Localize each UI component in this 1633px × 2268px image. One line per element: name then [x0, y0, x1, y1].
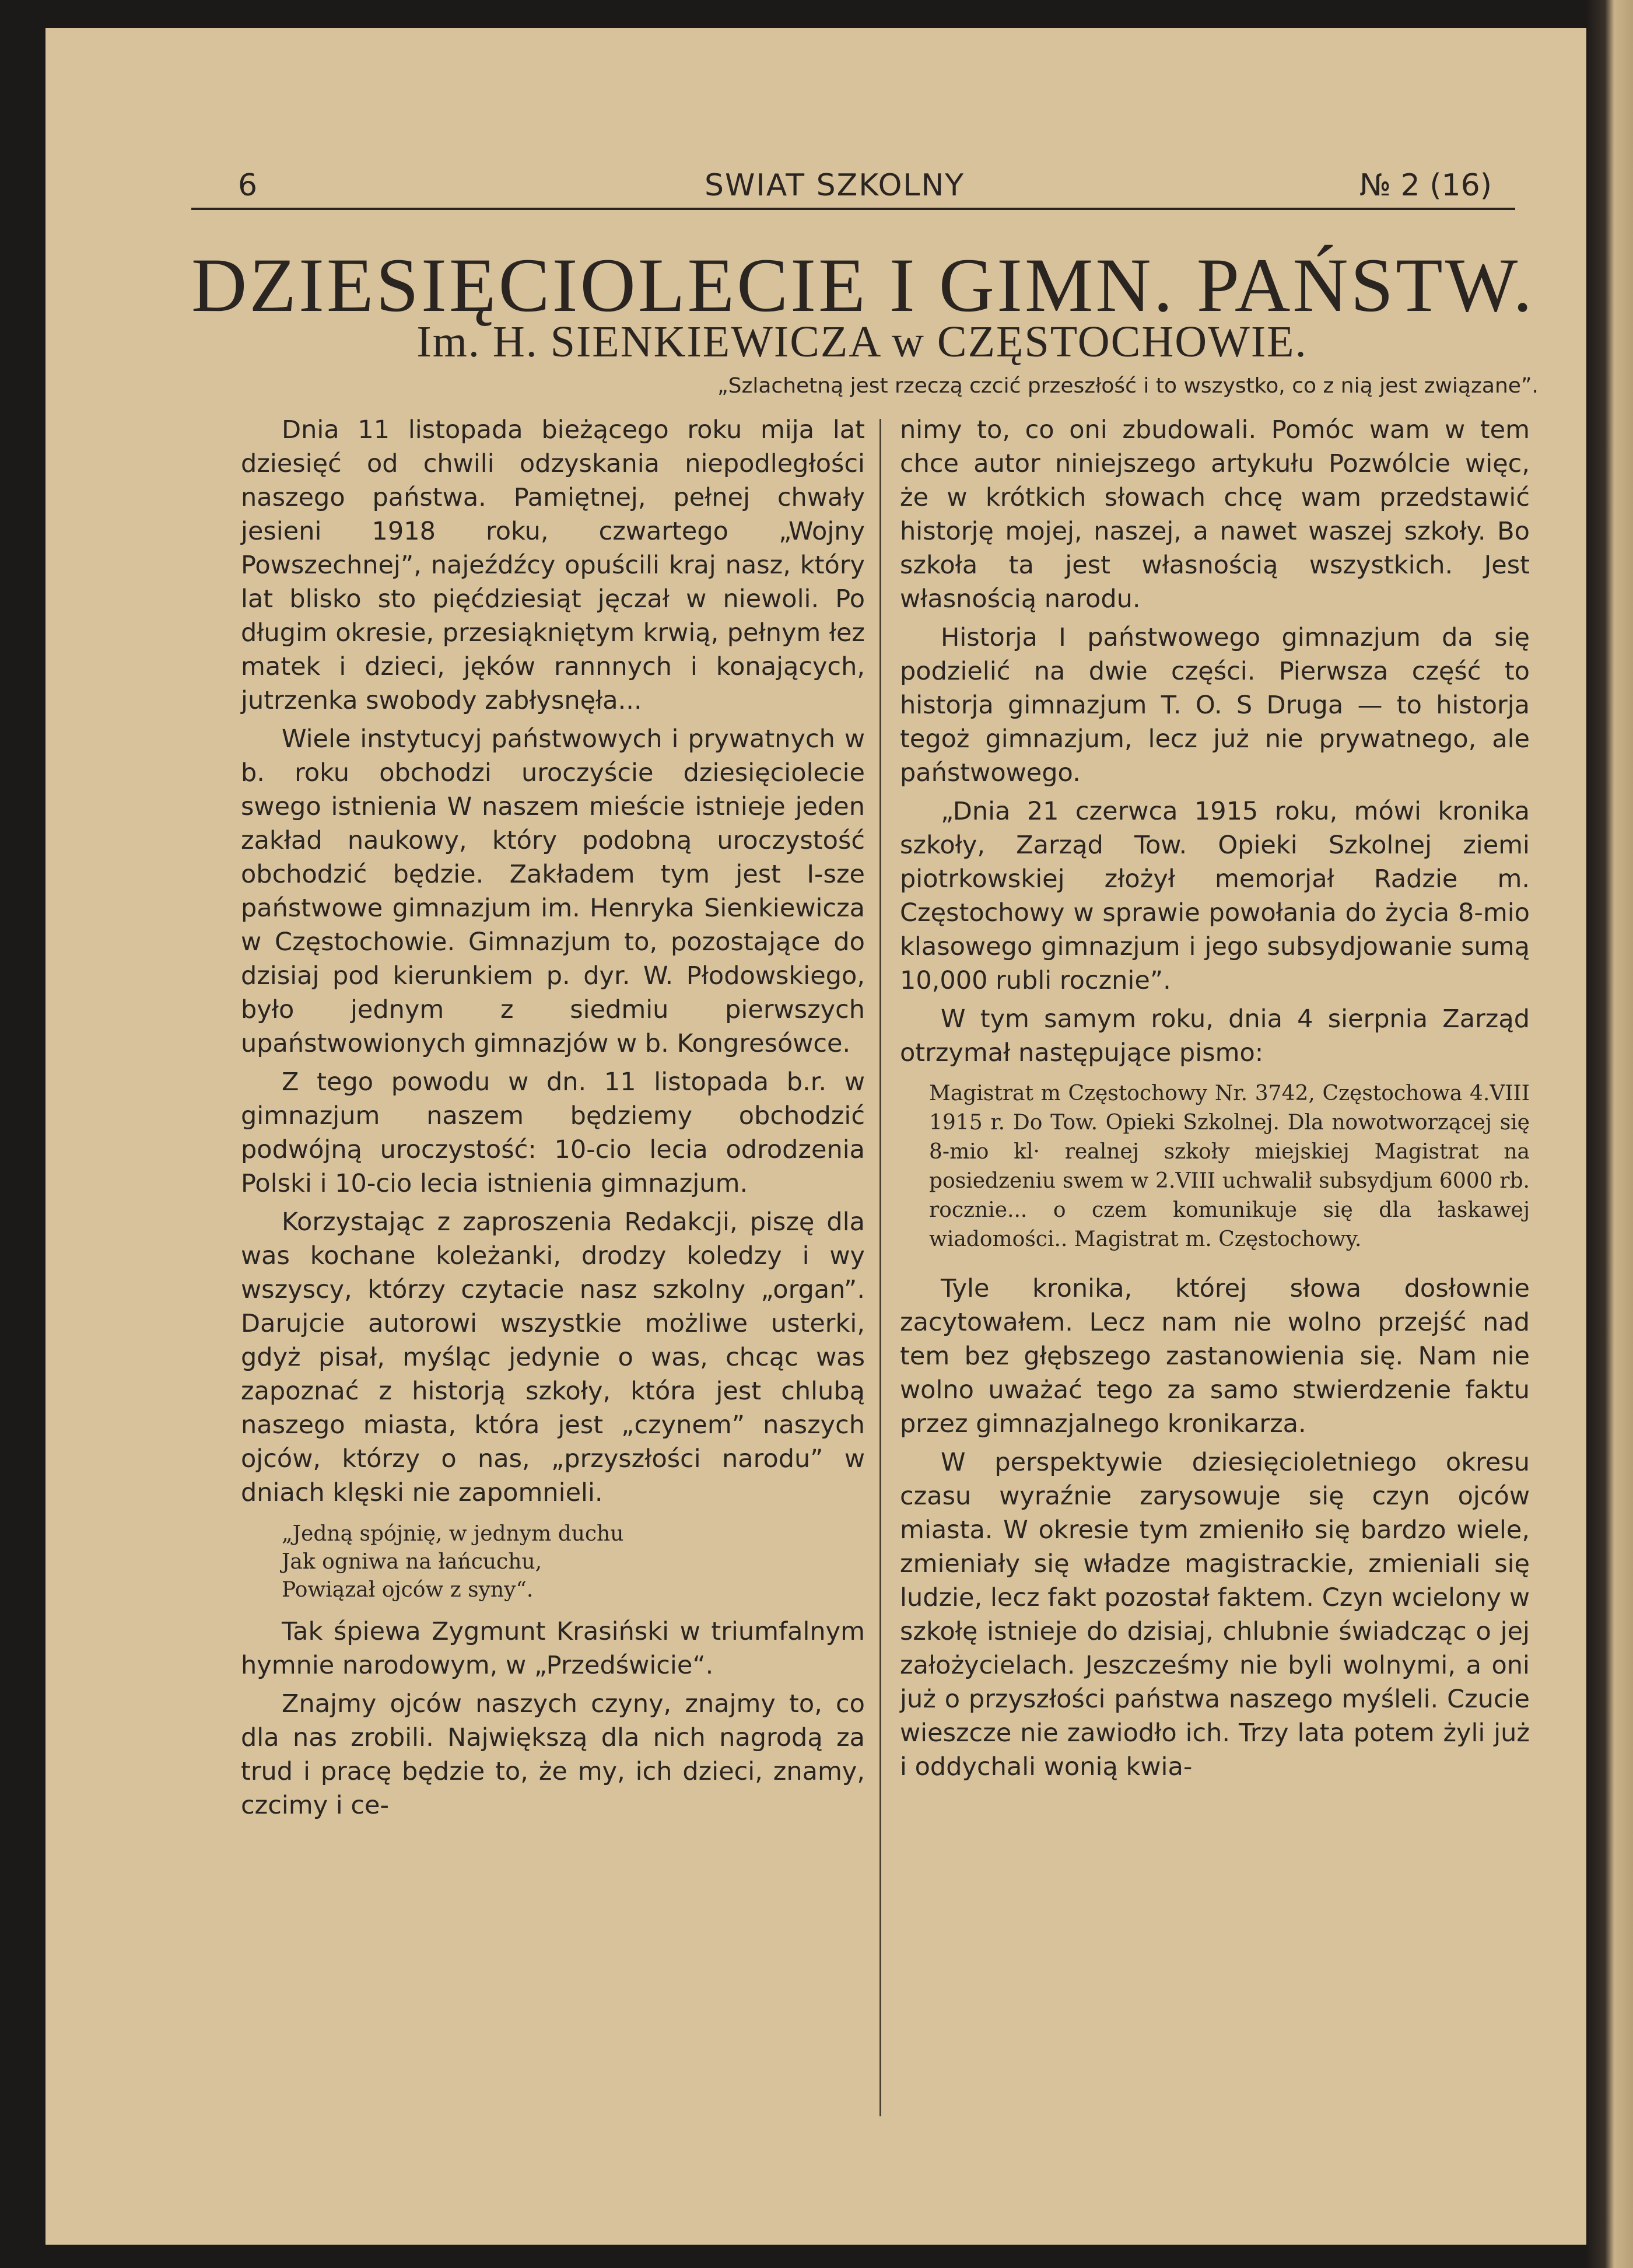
page-edge [1586, 0, 1633, 2268]
running-header [191, 145, 1515, 209]
paragraph: nimy to, co oni zbudowali. Pomóc wam w tem chce autor niniejszego artykułu Pozwólcie więc, że w krótkich słowach chcę wam przedstawić historję mojej, naszej, a nawet waszej szkoły. Bo szkoła ta jest własnością wszystkich. Jest własnością narodu. [900, 415, 1530, 614]
poem-line: Jak ogniwa na łańcuchu, [282, 1550, 542, 1574]
paragraph: Dnia 11 listopada bieżącego roku mija lat dziesięć od chwili odzyskania niepodległości naszego państwa. Pamiętnej, pełnej chwały jesieni 1918 roku, czwartego „Wojny Powszechnej”, najeźdźcy opuścili kraj nasz, który lat blisko sto pięćdziesiąt jęczał w niewoli. Po długim okresie, przesiąkniętym krwią, pełnym łez matek i dzieci, jęków rannnych i konających, jutrzenka swobody zabłysnęła... [241, 415, 865, 715]
newspaper-page [45, 28, 1591, 2245]
poem-line: Powiązał ojców z syny“. [282, 1578, 534, 1602]
paragraph: Wiele instytucyj państwowych i prywatnych w b. roku obchodzi uroczyście dziesięciolecie swego istnienia W naszem mieście istnieje jeden zakład naukowy, który podobną uroczystość obchodzić będzie. Zakładem tym jest I-sze państwowe gimnazjum im. Henryka Sienkiewicza w Częstochowie. Gimnazjum to, pozostające do dzisiaj pod kierunkiem p. dyr. W. Płodowskiego, było jednym z siedmiu pierwszych upaństwowionych gimnazjów w b. Kongresówce. [241, 724, 865, 1058]
document-quote: Magistrat m Częstochowy Nr. 3742, Częstochowa 4.VIII 1915 r. Do Tow. Opieki Szkolnej. Dla nowotworzącej się 8-mio kl· realnej szkoły miejskiej Magistrat na posiedzeniu swem w 2.VIII uchwalił subsydjum 6000 rb. rocznie... o czem komunikuje się dla łaskawej wiadomości.. Magistrat m. Częstochowy. [929, 1082, 1530, 1251]
epigraph: „Szlachetną jest rzeczą czcić przeszłość i to wszystko, co z nią jest związane”. [717, 374, 1539, 398]
journal-title: SWIAT SZKOLNY [705, 168, 965, 203]
left-column [241, 413, 865, 1827]
paragraph: W perspektywie dziesięcioletniego okresu czasu wyraźnie zarysowuje się czyn ojców miasta. W okresie tym zmieniło się bardzo wiele, zmieniały się władze magistrackie, zmieniali się ludzie, lecz fakt pozostał faktem. Czyn wcielony w szkołę istnieje do dzisiaj, chlubnie świadcząc o jej założycielach. Jeszcześmy nie byli wolnymi, a oni już o przyszłości państwa naszego myśleli. Czucie wieszcze nie zawiodło ich. Trzy lata potem żyli już i oddychali wonią kwia- [900, 1448, 1530, 1782]
header-rule [191, 208, 1515, 210]
paragraph: Tyle kronika, której słowa dosłownie zacytowałem. Lecz nam nie wolno przejść nad tem bez głębszego zastanowienia się. Nam nie wolno uważać tego za samo stwierdzenie faktu przez gimnazjalnego kronikarza. [900, 1274, 1530, 1438]
poem-quote [282, 1520, 865, 1604]
issue-number: № 2 (16) [1359, 168, 1492, 203]
column-divider [879, 419, 881, 2116]
page-number: 6 [238, 168, 258, 203]
paragraph: „Dnia 21 czerwca 1915 roku, mówi kronika szkoły, Zarząd Tow. Opieki Szkolnej ziemi piotrkowskiej złożył memorjał Radzie m. Częstochowy w sprawie powołania do życia 8-mio klasowego gimnazjum i jego subsydjowanie sumą 10,000 rubli rocznie”. [900, 797, 1530, 995]
paragraph: Znajmy ojców naszych czyny, znajmy to, co dla nas zrobili. Największą dla nich nagrodą za trud i pracę będzie to, że my, ich dzieci, znamy, czcimy i ce- [241, 1689, 865, 1820]
poem-line: „Jedną spójnię, w jednym duchu [282, 1522, 624, 1546]
right-column [900, 413, 1530, 1788]
article-subtitle: Im. H. SIENKIEWICZA w CZĘSTOCHOWIE. [416, 317, 1308, 366]
paragraph: Historja I państwowego gimnazjum da się podzielić na dwie części. Pierwsza część to historja gimnazjum T. O. S Druga — to historja tegoż gimnazjum, lecz już nie prywatnego, ale państwowego. [900, 623, 1530, 788]
paragraph: W tym samym roku, dnia 4 sierpnia Zarząd otrzymał następujące pismo: [900, 1005, 1530, 1068]
paragraph: Korzystając z zaproszenia Redakcji, piszę dla was kochane koleżanki, drodzy koledzy i wy wszyscy, którzy czytacie nasz szkolny „organ”. Darujcie autorowi wszystkie możliwe usterki, gdyż pisał, myśląc jedynie o was, chcąc was zapoznać z historją szkoły, która jest chlubą naszego miasta, która jest „czynem” naszych ojców, którzy o nas, „przyszłości narodu” w dniach klęski nie zapomnieli. [241, 1208, 865, 1507]
paragraph: Tak śpiewa Zygmunt Krasiński w triumfalnym hymnie narodowym, w „Przedświcie“. [241, 1617, 865, 1680]
paragraph: Z tego powodu w dn. 11 listopada b.r. w gimnazjum naszem będziemy obchodzić podwójną uroczystość: 10-cio lecia odrodzenia Polski i 10-cio lecia istnienia gimnazjum. [241, 1068, 865, 1198]
article-title: DZIESIĘCIOLECIE I GIMN. PAŃSTW. [191, 242, 1535, 328]
